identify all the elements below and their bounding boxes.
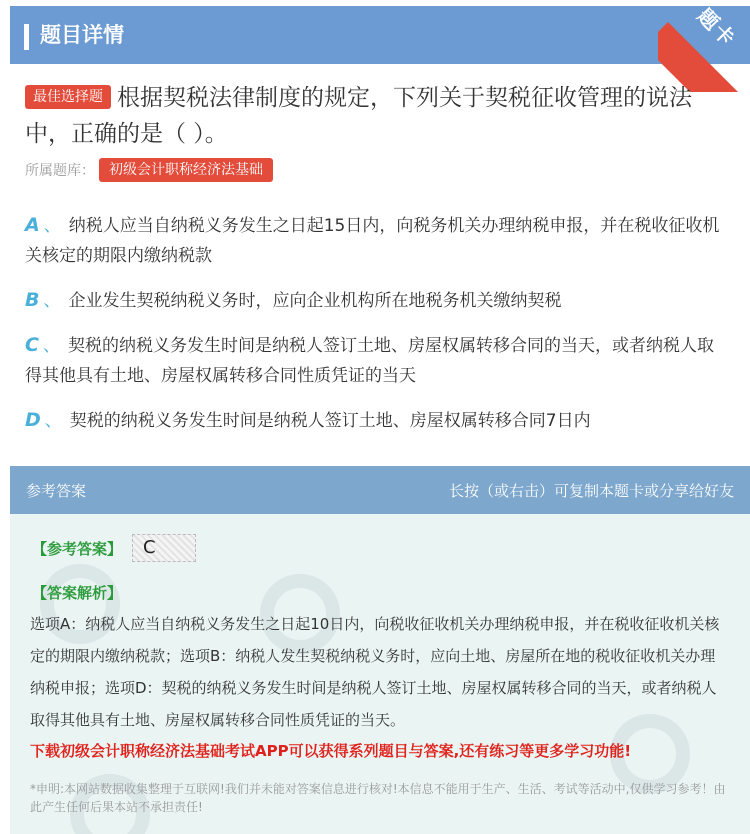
option-letter: D: [25, 409, 41, 431]
ribbon-label: 题卡: [692, 3, 741, 52]
option-text: 契税的纳税义务发生时间是纳税人签订土地、房屋权属转移合同7日内: [69, 411, 591, 431]
share-hint: 长按（或右击）可复制本题卡或分享给好友: [448, 482, 734, 500]
option-separator: 、: [43, 216, 61, 236]
corner-ribbon: [658, 0, 750, 92]
download-app-promo[interactable]: 下载初级会计职称经济法基础考试APP可以获得系列题目与答案,还有练习等更多学习功能!: [30, 742, 632, 760]
header-accent-bar: [24, 24, 29, 50]
option-b[interactable]: [25, 285, 725, 316]
option-separator: 、: [43, 291, 61, 311]
answer-value: C: [132, 534, 196, 562]
option-separator: 、: [42, 336, 60, 356]
option-a[interactable]: [25, 210, 725, 271]
analysis-label: 【答案解析】: [32, 584, 123, 602]
option-letter: A: [25, 214, 40, 236]
question-bank-row: [25, 158, 273, 182]
question-stem: [25, 80, 725, 152]
question-type-badge: 最佳选择题: [25, 85, 111, 109]
disclaimer-text: *申明:本网站数据收集整理于互联网!我们并未能对答案信息进行核对!本信息不能用于生产、生活、考试等活动中,仅供学习参考！由此产生任何后果本站不承担责任!: [30, 782, 726, 814]
answer-label: 【参考答案】: [32, 540, 123, 558]
option-separator: 、: [44, 411, 62, 431]
option-c[interactable]: [25, 330, 725, 391]
answer-body: [10, 514, 750, 834]
option-letter: C: [25, 334, 39, 356]
answer-section-title: 参考答案: [26, 482, 87, 500]
option-text: 契税的纳税义务发生时间是纳税人签订土地、房屋权属转移合同的当天，或者纳税人取得其他具有土地、房屋权属转移合同性质凭证的当天: [25, 336, 714, 386]
option-text: 企业发生契税纳税义务时，应向企业机构所在地税务机关缴纳契税: [68, 291, 562, 311]
option-letter: B: [25, 289, 40, 311]
answer-section-header: [10, 466, 750, 514]
question-bank-tag[interactable]: 初级会计职称经济法基础: [99, 158, 273, 182]
option-text: 纳税人应当自纳税义务发生之日起15日内，向税务机关办理纳税申报，并在税收征收机关核定的期限内缴纳税款: [25, 216, 720, 266]
analysis-text: 选项A：纳税人应当自纳税义务发生之日起10日内，向税收征收机关办理纳税申报，并在税收征收机关核定的期限内缴纳税款；选项B：纳税人发生契税纳税义务时，应向土地、房屋所在地的税收征收机关办理纳税申报；选项D：契税的纳税义务发生时间是纳税人签订土地、房屋权属转移合同的当天，或者纳税人取得其他具有土地、房屋权属转移合同性质凭证的当天。: [30, 615, 720, 729]
page-title: 题目详情: [40, 23, 124, 47]
option-d[interactable]: [25, 405, 725, 436]
question-text: 根据契税法律制度的规定，下列关于契税征收管理的说法中，正确的是（ ）。: [25, 85, 692, 147]
header-bar: [10, 6, 750, 64]
options-list: [25, 210, 725, 450]
question-bank-label: 所属题库：: [25, 163, 95, 179]
